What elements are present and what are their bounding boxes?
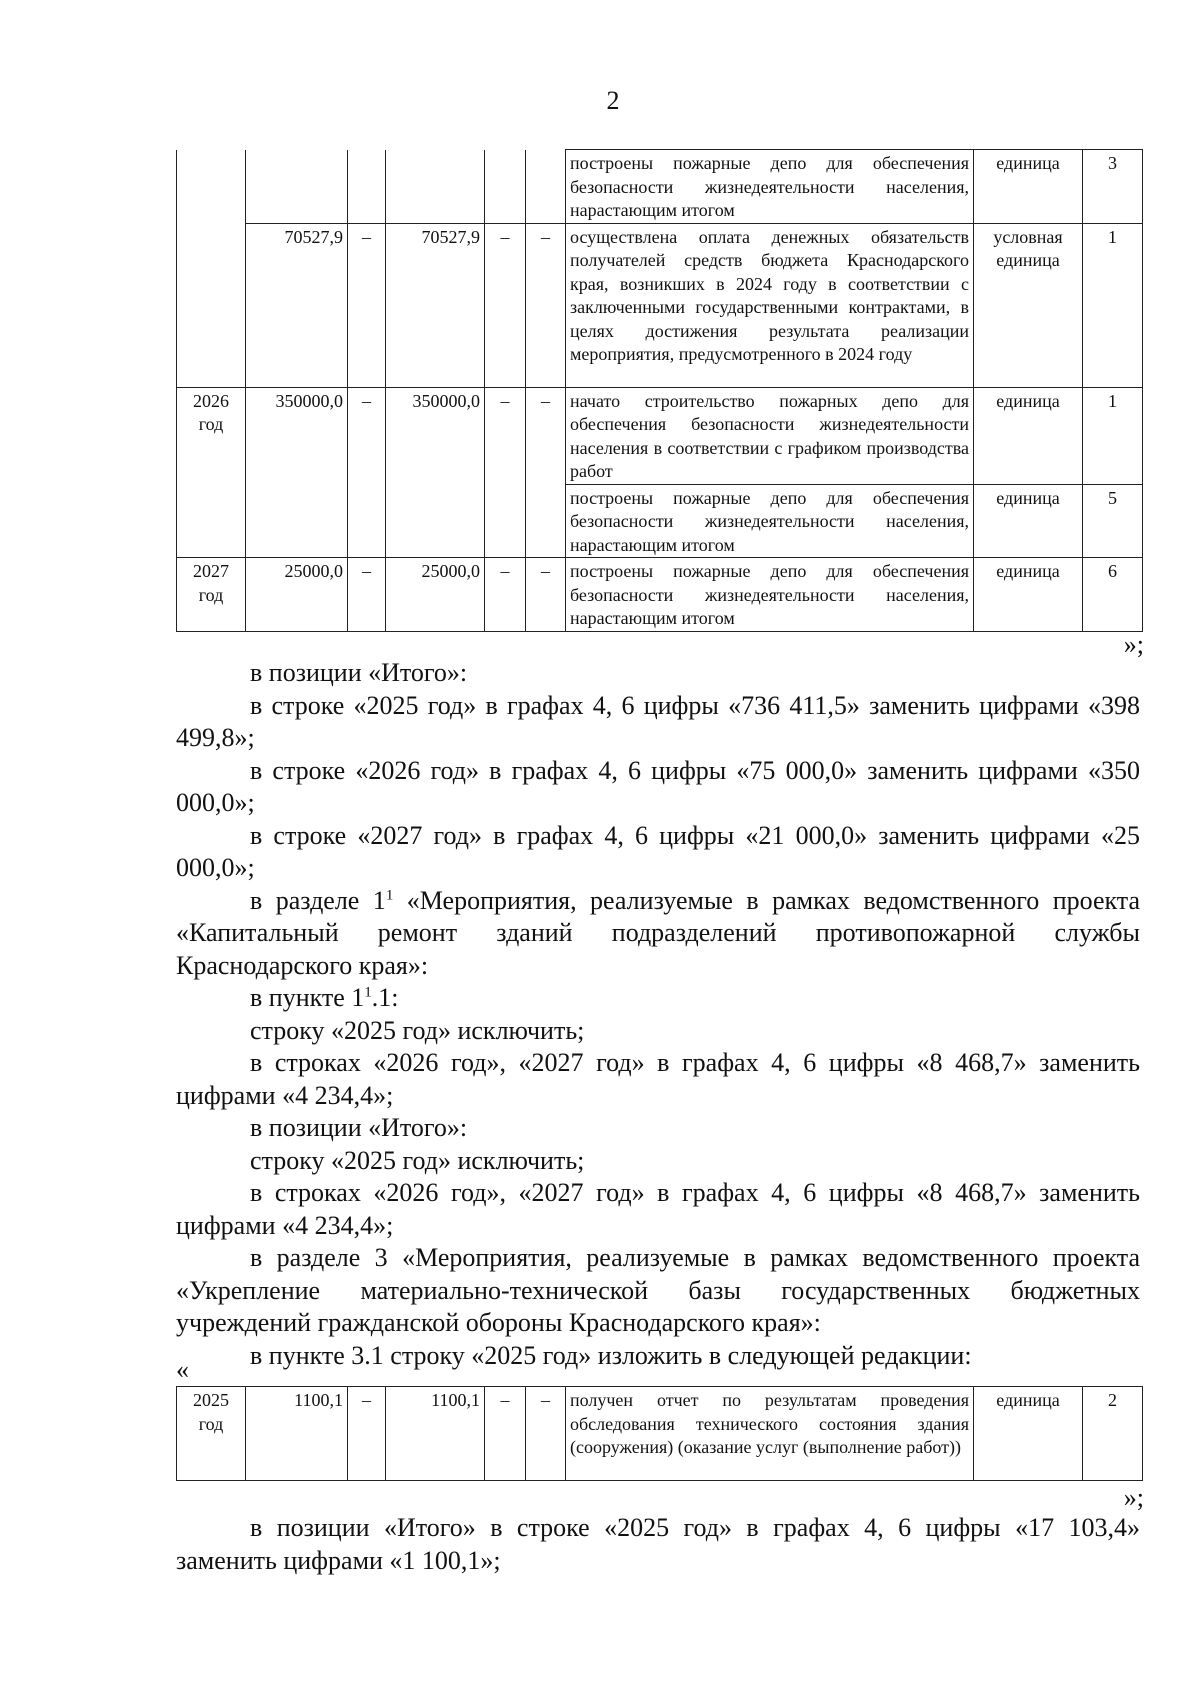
- regional-cell: 70527,9: [386, 223, 485, 387]
- local-cell: [485, 150, 526, 224]
- regional-cell: 25000,0: [386, 558, 485, 632]
- value-cell: 1: [1083, 387, 1143, 484]
- year-cell: [177, 150, 246, 224]
- year-cell: 2025 год: [177, 1387, 246, 1481]
- total-cell: 70527,9: [246, 223, 348, 387]
- result-cell: получен отчет по результатам проведения обследования технического состояния здания (сооружения) (оказание услуг (выполнение работ)): [566, 1387, 974, 1481]
- unit-cell: единица: [974, 484, 1083, 558]
- result-cell: построены пожарные депо для обеспечения безопасности жизнедеятельности населения, нарастающим итогом: [566, 150, 974, 224]
- paragraph: строку «2025 год» исключить;: [250, 1145, 585, 1175]
- value-cell: 5: [1083, 484, 1143, 558]
- local-cell: –: [485, 387, 526, 558]
- paragraph: в позиции «Итого» в строке «2025 год» в графах 4, 6 цифры «17 103,4» заменить цифрами «1 100,1»;: [176, 1513, 1140, 1575]
- total-cell: 350000,0: [246, 387, 348, 558]
- federal-cell: –: [348, 387, 386, 558]
- paragraph: в строке «2026 год» в графах 4, 6 цифры «75 000,0» заменить цифрами «350 000,0»;: [176, 755, 1140, 817]
- federal-cell: –: [348, 1387, 386, 1481]
- regional-cell: 1100,1: [386, 1387, 485, 1481]
- other-cell: –: [526, 223, 566, 387]
- paragraph: в строке «2027 год» в графах 4, 6 цифры «21 000,0» заменить цифрами «25 000,0»;: [176, 820, 1140, 882]
- total-cell: 1100,1: [246, 1387, 348, 1481]
- unit-cell: единица: [974, 558, 1083, 632]
- other-cell: [526, 150, 566, 224]
- value-cell: 2: [1083, 1387, 1143, 1481]
- value-cell: 1: [1083, 223, 1143, 387]
- unit-cell: условная единица: [974, 223, 1083, 387]
- table-row: [177, 150, 1143, 224]
- text-run: в пункте 1: [250, 983, 365, 1012]
- superscript: 1: [385, 886, 394, 903]
- table-row: [177, 558, 1143, 632]
- local-cell: –: [485, 1387, 526, 1481]
- text-run: в разделе 1: [250, 885, 386, 915]
- table-row: [177, 223, 1143, 387]
- result-cell: начато строительство пожарных депо для обеспечения безопасности жизнедеятельности населения в соответствии с графиком производства работ: [566, 387, 974, 484]
- value-cell: 6: [1083, 558, 1143, 632]
- year-cell: [177, 223, 246, 387]
- federal-cell: [348, 150, 386, 224]
- other-cell: –: [526, 558, 566, 632]
- federal-cell: –: [348, 223, 386, 387]
- regional-cell: 350000,0: [386, 387, 485, 558]
- paragraph: в строке «2025 год» в графах 4, 6 цифры «736 411,5» заменить цифрами «398 499,8»;: [176, 690, 1140, 752]
- table-row: [177, 1387, 1143, 1481]
- measures-table-new-row: [176, 1386, 1143, 1481]
- result-cell: осуществлена оплата денежных обязательств получателей средств бюджета Краснодарского края, возникших в 2024 году в соответствии с заключенными государственными контрактами, в целях достижения результата реализации мероприятия, предусмотренного в 2024 году: [566, 223, 974, 387]
- paragraph: [176, 885, 1140, 983]
- year-cell: 2027 год: [177, 558, 246, 632]
- other-cell: –: [526, 387, 566, 558]
- local-cell: –: [485, 558, 526, 632]
- closing-quote: »;: [1123, 1483, 1144, 1512]
- unit-cell: единица: [974, 1387, 1083, 1481]
- superscript: 1: [364, 984, 372, 1001]
- unit-cell: единица: [974, 150, 1083, 224]
- paragraph: строку «2025 год» исключить;: [250, 1015, 585, 1045]
- paragraph: в строках «2026 год», «2027 год» в графах 4, 6 цифры «8 468,7» заменить цифрами «4 234,4»;: [176, 1048, 1140, 1110]
- closing-quote: »;: [1123, 630, 1144, 659]
- measures-table-continuation: [176, 149, 1143, 632]
- table-row: [177, 387, 1143, 484]
- amendments-text-2: [176, 1512, 1140, 1577]
- paragraph: в позиции «Итого»:: [250, 658, 468, 687]
- paragraph: в пункте 3.1 строку «2025 год» изложить в следующей редакции:: [250, 1340, 972, 1370]
- regional-cell: [386, 150, 485, 224]
- paragraph: в строках «2026 год», «2027 год» в графах 4, 6 цифры «8 468,7» заменить цифрами «4 234,4»;: [176, 1178, 1140, 1240]
- result-cell: построены пожарные депо для обеспечения безопасности жизнедеятельности населения, нарастающим итогом: [566, 484, 974, 558]
- amendments-text-1: [176, 657, 1140, 1372]
- paragraph: в разделе 3 «Мероприятия, реализуемые в рамках ведомственного проекта «Укрепление материально-технической базы государственных бюджетных учреждений гражданской обороны Краснодарского края»:: [176, 1243, 1140, 1337]
- other-cell: –: [526, 1387, 566, 1481]
- opening-quote: «: [176, 1355, 189, 1384]
- paragraph: в позиции «Итого»:: [250, 1113, 468, 1142]
- text-run: «Мероприятия, реализуемые в рамках ведомственного проекта «Капитальный ремонт зданий подразделений противопожарной службы Краснодарского края»:: [176, 885, 1141, 980]
- result-cell: построены пожарные депо для обеспечения безопасности жизнедеятельности населения, нарастающим итогом: [566, 558, 974, 632]
- total-cell: 25000,0: [246, 558, 348, 632]
- local-cell: –: [485, 223, 526, 387]
- value-cell: 3: [1083, 150, 1143, 224]
- year-cell: 2026 год: [177, 387, 246, 558]
- federal-cell: –: [348, 558, 386, 632]
- paragraph: [176, 982, 1140, 1015]
- page-number: 2: [606, 86, 620, 115]
- text-run: .1:: [371, 983, 399, 1012]
- total-cell: [246, 150, 348, 224]
- unit-cell: единица: [974, 387, 1083, 484]
